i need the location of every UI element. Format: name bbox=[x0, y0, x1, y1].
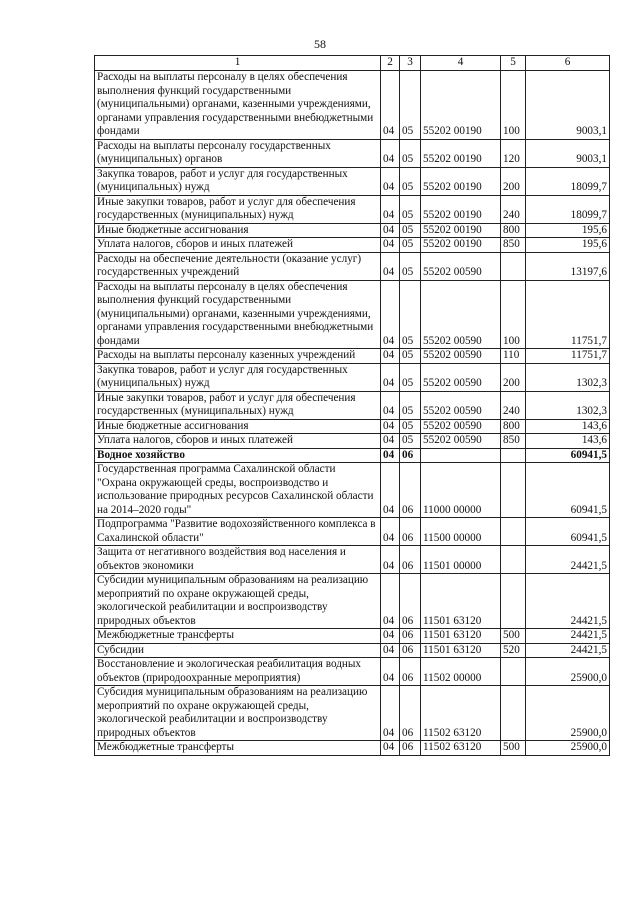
row-c4-cell: 55202 00190 bbox=[421, 223, 501, 238]
row-c5-cell bbox=[501, 463, 526, 518]
row-c4-cell: 11000 00000 bbox=[421, 463, 501, 518]
row-c3-cell: 05 bbox=[400, 419, 421, 434]
row-c4-cell: 11502 63120 bbox=[421, 741, 501, 756]
header-cell: 6 bbox=[526, 56, 610, 71]
row-c6-cell: 1302,3 bbox=[526, 391, 610, 419]
row-name-cell: Субсидии муниципальным образованиям на реализацию мероприятий по охране окружающей среды, экологической реабилитации и воспроизводству природных объектов bbox=[95, 574, 381, 629]
row-c2-cell: 04 bbox=[381, 195, 400, 223]
row-c2-cell: 04 bbox=[381, 434, 400, 449]
row-name-cell: Расходы на обеспечение деятельности (оказание услуг) государственных учреждений bbox=[95, 252, 381, 280]
row-c2-cell: 04 bbox=[381, 349, 400, 364]
row-c5-cell bbox=[501, 448, 526, 463]
row-c2-cell: 04 bbox=[381, 71, 400, 140]
row-c6-cell: 11751,7 bbox=[526, 280, 610, 349]
row-c5-cell: 100 bbox=[501, 280, 526, 349]
row-c4-cell: 55202 00590 bbox=[421, 419, 501, 434]
table-row bbox=[95, 658, 610, 686]
row-c4-cell: 55202 00590 bbox=[421, 391, 501, 419]
row-c3-cell: 06 bbox=[400, 629, 421, 644]
row-c2-cell: 04 bbox=[381, 280, 400, 349]
row-c5-cell: 100 bbox=[501, 71, 526, 140]
row-c4-cell: 11501 00000 bbox=[421, 546, 501, 574]
header-cell: 3 bbox=[400, 56, 421, 71]
row-c3-cell: 05 bbox=[400, 238, 421, 253]
row-c5-cell: 500 bbox=[501, 741, 526, 756]
row-c3-cell: 06 bbox=[400, 463, 421, 518]
row-c2-cell: 04 bbox=[381, 238, 400, 253]
row-name-cell: Субсидии bbox=[95, 643, 381, 658]
row-c4-cell: 55202 00190 bbox=[421, 139, 501, 167]
row-name-cell: Иные бюджетные ассигнования bbox=[95, 419, 381, 434]
row-c5-cell bbox=[501, 574, 526, 629]
row-c5-cell: 800 bbox=[501, 223, 526, 238]
row-name-cell: Расходы на выплаты персоналу казенных учреждений bbox=[95, 349, 381, 364]
row-c4-cell: 55202 00190 bbox=[421, 195, 501, 223]
budget-table bbox=[94, 55, 610, 756]
header-cell: 1 bbox=[95, 56, 381, 71]
table-row bbox=[95, 686, 610, 741]
row-c6-cell: 25900,0 bbox=[526, 741, 610, 756]
row-c4-cell: 11501 63120 bbox=[421, 574, 501, 629]
row-c6-cell: 25900,0 bbox=[526, 686, 610, 741]
row-c5-cell: 120 bbox=[501, 139, 526, 167]
row-c4-cell: 55202 00590 bbox=[421, 280, 501, 349]
row-c4-cell: 11500 00000 bbox=[421, 518, 501, 546]
row-name-cell: Расходы на выплаты персоналу в целях обеспечения выполнения функций государственными (муниципальными) органами, казенными учреждениями, органами управления государственными внебюджетными фондами bbox=[95, 280, 381, 349]
table-row bbox=[95, 546, 610, 574]
row-c2-cell: 04 bbox=[381, 363, 400, 391]
row-c3-cell: 05 bbox=[400, 195, 421, 223]
row-c4-cell: 11502 00000 bbox=[421, 658, 501, 686]
row-c5-cell: 200 bbox=[501, 363, 526, 391]
row-c5-cell: 850 bbox=[501, 434, 526, 449]
table-header-row bbox=[95, 56, 610, 71]
row-c2-cell: 04 bbox=[381, 686, 400, 741]
row-c2-cell: 04 bbox=[381, 574, 400, 629]
row-c6-cell: 25900,0 bbox=[526, 658, 610, 686]
header-cell: 4 bbox=[421, 56, 501, 71]
row-c6-cell: 13197,6 bbox=[526, 252, 610, 280]
row-c4-cell: 55202 00590 bbox=[421, 349, 501, 364]
table-row bbox=[95, 574, 610, 629]
row-c4-cell: 55202 00190 bbox=[421, 167, 501, 195]
row-c3-cell: 06 bbox=[400, 574, 421, 629]
row-name-cell: Иные бюджетные ассигнования bbox=[95, 223, 381, 238]
row-c5-cell bbox=[501, 686, 526, 741]
row-c2-cell: 04 bbox=[381, 223, 400, 238]
table-row bbox=[95, 223, 610, 238]
row-c4-cell: 55202 00590 bbox=[421, 363, 501, 391]
row-c3-cell: 06 bbox=[400, 448, 421, 463]
row-c4-cell: 11501 63120 bbox=[421, 629, 501, 644]
row-name-cell: Государственная программа Сахалинской области "Охрана окружающей среды, воспроизводство и использование природных ресурсов Сахалинской области на 2014–2020 годы" bbox=[95, 463, 381, 518]
row-c6-cell: 60941,5 bbox=[526, 463, 610, 518]
row-c3-cell: 05 bbox=[400, 434, 421, 449]
row-c6-cell: 60941,5 bbox=[526, 448, 610, 463]
row-c5-cell: 800 bbox=[501, 419, 526, 434]
row-c2-cell: 04 bbox=[381, 629, 400, 644]
row-c6-cell: 11751,7 bbox=[526, 349, 610, 364]
row-c3-cell: 06 bbox=[400, 658, 421, 686]
table-row bbox=[95, 167, 610, 195]
row-c4-cell bbox=[421, 448, 501, 463]
row-c4-cell: 55202 00190 bbox=[421, 238, 501, 253]
table-row bbox=[95, 419, 610, 434]
table-row bbox=[95, 139, 610, 167]
row-c6-cell: 24421,5 bbox=[526, 546, 610, 574]
table-row bbox=[95, 71, 610, 140]
row-name-cell: Закупка товаров, работ и услуг для государственных (муниципальных) нужд bbox=[95, 363, 381, 391]
table-row bbox=[95, 741, 610, 756]
row-c4-cell: 55202 00590 bbox=[421, 252, 501, 280]
row-name-cell: Межбюджетные трансферты bbox=[95, 741, 381, 756]
row-c6-cell: 195,6 bbox=[526, 223, 610, 238]
row-c2-cell: 04 bbox=[381, 419, 400, 434]
table-row bbox=[95, 434, 610, 449]
row-c3-cell: 05 bbox=[400, 167, 421, 195]
row-c3-cell: 05 bbox=[400, 349, 421, 364]
table-row bbox=[95, 280, 610, 349]
row-c2-cell: 04 bbox=[381, 546, 400, 574]
row-name-cell: Восстановление и экологическая реабилитация водных объектов (природоохранные мероприятия) bbox=[95, 658, 381, 686]
row-c3-cell: 06 bbox=[400, 643, 421, 658]
row-c5-cell bbox=[501, 546, 526, 574]
header-cell: 2 bbox=[381, 56, 400, 71]
row-c2-cell: 04 bbox=[381, 391, 400, 419]
row-c5-cell: 850 bbox=[501, 238, 526, 253]
row-c5-cell bbox=[501, 518, 526, 546]
row-c3-cell: 05 bbox=[400, 391, 421, 419]
page-number: 58 bbox=[314, 37, 326, 51]
row-c3-cell: 05 bbox=[400, 252, 421, 280]
row-c3-cell: 05 bbox=[400, 71, 421, 140]
row-c6-cell: 24421,5 bbox=[526, 629, 610, 644]
row-c6-cell: 18099,7 bbox=[526, 195, 610, 223]
row-c3-cell: 05 bbox=[400, 363, 421, 391]
row-c5-cell: 520 bbox=[501, 643, 526, 658]
row-name-cell: Субсидия муниципальным образованиям на реализацию мероприятий по охране окружающей среды, экологической реабилитации и воспроизводству природных объектов bbox=[95, 686, 381, 741]
row-c6-cell: 9003,1 bbox=[526, 71, 610, 140]
row-c5-cell bbox=[501, 658, 526, 686]
row-c6-cell: 24421,5 bbox=[526, 574, 610, 629]
row-c6-cell: 24421,5 bbox=[526, 643, 610, 658]
table-row bbox=[95, 349, 610, 364]
row-c3-cell: 06 bbox=[400, 741, 421, 756]
row-c6-cell: 9003,1 bbox=[526, 139, 610, 167]
row-c2-cell: 04 bbox=[381, 252, 400, 280]
row-c2-cell: 04 bbox=[381, 658, 400, 686]
row-c3-cell: 06 bbox=[400, 546, 421, 574]
row-c4-cell: 55202 00190 bbox=[421, 71, 501, 140]
row-c6-cell: 1302,3 bbox=[526, 363, 610, 391]
row-c5-cell bbox=[501, 252, 526, 280]
row-c2-cell: 04 bbox=[381, 448, 400, 463]
row-c3-cell: 05 bbox=[400, 139, 421, 167]
row-c3-cell: 06 bbox=[400, 518, 421, 546]
row-c3-cell: 05 bbox=[400, 223, 421, 238]
row-name-cell: Уплата налогов, сборов и иных платежей bbox=[95, 238, 381, 253]
table-row bbox=[95, 448, 610, 463]
row-c2-cell: 04 bbox=[381, 463, 400, 518]
row-name-cell: Расходы на выплаты персоналу государственных (муниципальных) органов bbox=[95, 139, 381, 167]
table-row bbox=[95, 643, 610, 658]
row-name-cell: Иные закупки товаров, работ и услуг для обеспечения государственных (муниципальных) нужд bbox=[95, 195, 381, 223]
row-c2-cell: 04 bbox=[381, 518, 400, 546]
row-c6-cell: 18099,7 bbox=[526, 167, 610, 195]
table-row bbox=[95, 238, 610, 253]
row-name-cell: Защита от негативного воздействия вод населения и объектов экономики bbox=[95, 546, 381, 574]
row-c4-cell: 55202 00590 bbox=[421, 434, 501, 449]
table-row bbox=[95, 629, 610, 644]
table-row bbox=[95, 363, 610, 391]
row-name-cell: Подпрограмма "Развитие водохозяйственного комплекса в Сахалинской области" bbox=[95, 518, 381, 546]
row-name-cell: Расходы на выплаты персоналу в целях обеспечения выполнения функций государственными (муниципальными) органами, казенными учреждениями, органами управления государственными внебюджетными фондами bbox=[95, 71, 381, 140]
row-name-cell: Уплата налогов, сборов и иных платежей bbox=[95, 434, 381, 449]
row-c5-cell: 500 bbox=[501, 629, 526, 644]
row-c6-cell: 195,6 bbox=[526, 238, 610, 253]
row-c6-cell: 143,6 bbox=[526, 434, 610, 449]
table-row bbox=[95, 391, 610, 419]
table-row bbox=[95, 252, 610, 280]
row-name-cell: Водное хозяйство bbox=[95, 448, 381, 463]
row-name-cell: Закупка товаров, работ и услуг для государственных (муниципальных) нужд bbox=[95, 167, 381, 195]
row-c3-cell: 06 bbox=[400, 686, 421, 741]
row-name-cell: Иные закупки товаров, работ и услуг для обеспечения государственных (муниципальных) нужд bbox=[95, 391, 381, 419]
row-c5-cell: 110 bbox=[501, 349, 526, 364]
row-name-cell: Межбюджетные трансферты bbox=[95, 629, 381, 644]
row-c2-cell: 04 bbox=[381, 643, 400, 658]
row-c2-cell: 04 bbox=[381, 167, 400, 195]
row-c4-cell: 11502 63120 bbox=[421, 686, 501, 741]
row-c5-cell: 200 bbox=[501, 167, 526, 195]
row-c2-cell: 04 bbox=[381, 741, 400, 756]
table-row bbox=[95, 518, 610, 546]
row-c6-cell: 60941,5 bbox=[526, 518, 610, 546]
row-c4-cell: 11501 63120 bbox=[421, 643, 501, 658]
row-c3-cell: 05 bbox=[400, 280, 421, 349]
row-c5-cell: 240 bbox=[501, 195, 526, 223]
row-c6-cell: 143,6 bbox=[526, 419, 610, 434]
table-row bbox=[95, 463, 610, 518]
row-c5-cell: 240 bbox=[501, 391, 526, 419]
header-cell: 5 bbox=[501, 56, 526, 71]
table-row bbox=[95, 195, 610, 223]
row-c2-cell: 04 bbox=[381, 139, 400, 167]
